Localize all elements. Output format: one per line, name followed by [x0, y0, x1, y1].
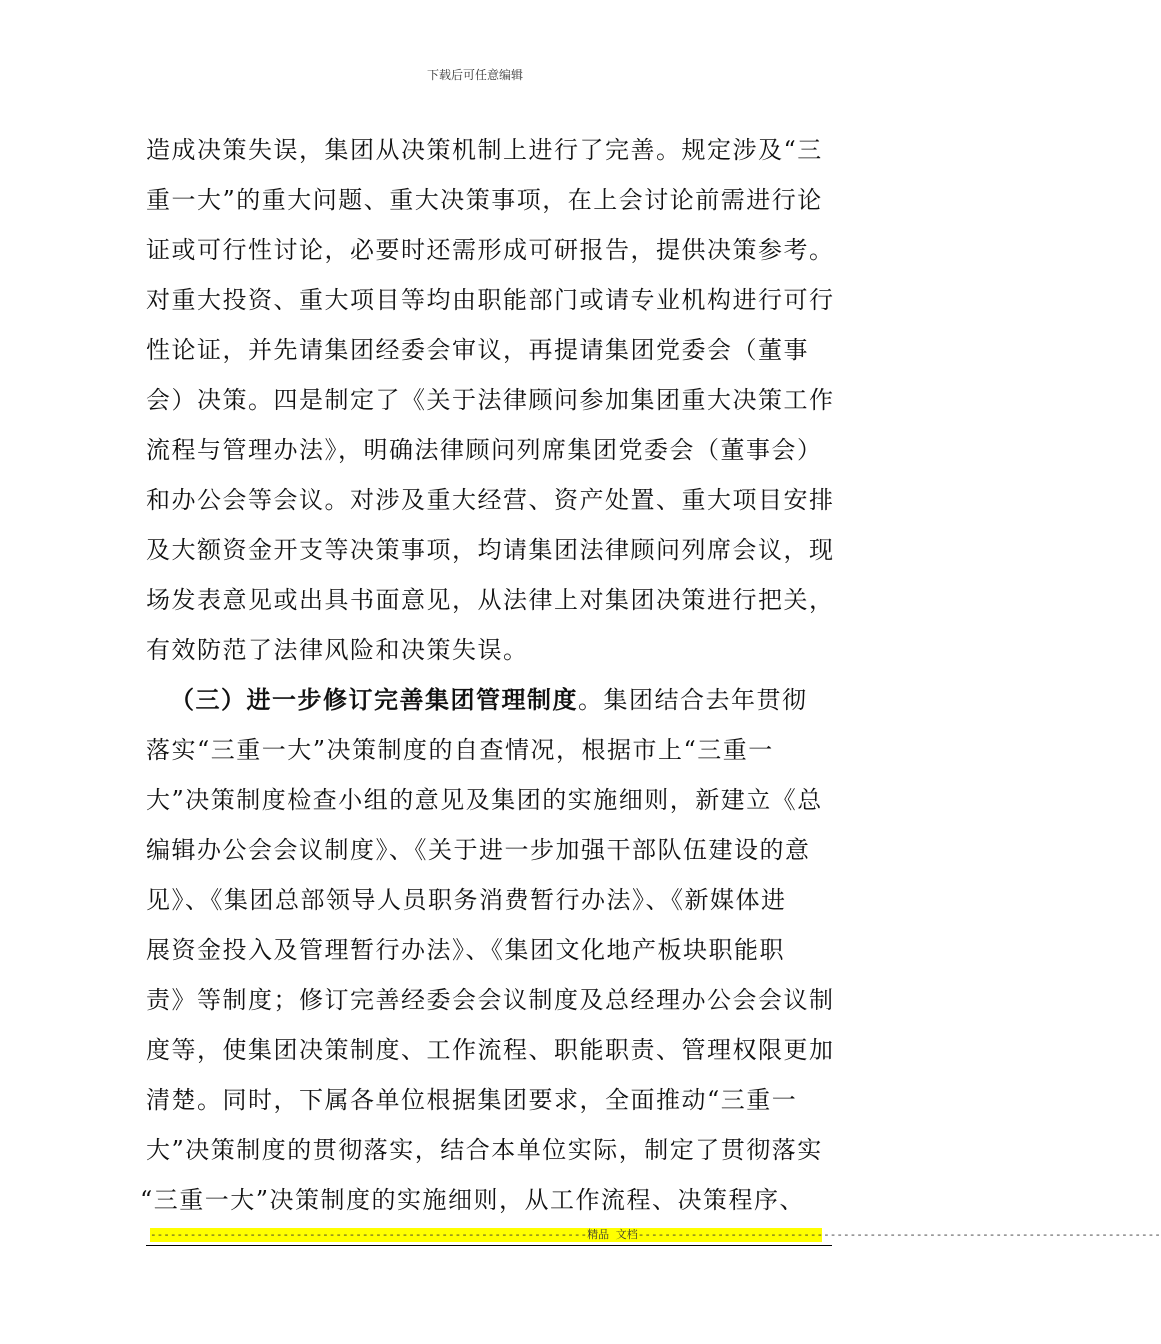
paragraph-line: 度等，使集团决策制度、工作流程、职能职责、管理权限更加 [146, 1036, 835, 1064]
paragraph-line: 对重大投资、重大项目等均由职能部门或请专业机构进行可行 [146, 286, 835, 314]
paragraph-first-line [170, 684, 860, 716]
footer-dashes-right: ------------------------------------------------------------------------------- [637, 1228, 1161, 1241]
footer-rule [146, 1245, 832, 1246]
paragraph-line: 大”决策制度检查小组的意见及集团的实施细则，新建立《总 [146, 786, 823, 814]
paragraph-line: 落实“三重一大”决策制度的自查情况，根据市上“三重一 [146, 736, 774, 764]
paragraph-line: 大”决策制度的贯彻落实，结合本单位实际，制定了贯彻落实 [146, 1136, 823, 1164]
paragraph-line: 及大额资金开支等决策事项，均请集团法律顾问列席会议，现 [146, 536, 835, 564]
paragraph-line: 责》等制度；修订完善经委会会议制度及总经理办公会会议制 [146, 986, 835, 1014]
paragraph-line: “三重一大”决策制度的实施细则，从工作流程、决策程序、 [140, 1186, 806, 1214]
paragraph-line: 有效防范了法律风险和决策失误。 [146, 636, 529, 664]
paragraph-line: 和办公会等会议。对涉及重大经营、资产处置、重大项目安排 [146, 486, 835, 514]
paragraph-line: 清楚。同时，下属各单位根据集团要求，全面推动“三重一 [146, 1086, 798, 1114]
paragraph-line: 见》、《集团总部领导人员职务消费暂行办法》、《新媒体进 [146, 886, 787, 914]
paragraph-line: 会）决策。四是制定了《关于法律顾问参加集团重大决策工作 [146, 386, 835, 414]
paragraph-line: 造成决策失误，集团从决策机制上进行了完善。规定涉及“三 [146, 136, 823, 164]
paragraph-line: 证或可行性讨论，必要时还需形成可研报告，提供决策参考。 [146, 236, 835, 264]
footer-label: 精品 文档 [587, 1228, 638, 1241]
section-heading: （三）进一步修订完善集团管理制度 [170, 686, 578, 714]
section-lead-text: 。集团结合去年贯彻 [578, 686, 808, 714]
paragraph-line: 编辑办公会会议制度》、《关于进一步加强干部队伍建设的意 [146, 836, 811, 864]
paragraph-line: 流程与管理办法》，明确法律顾问列席集团党委会（董事会） [146, 436, 823, 464]
paragraph-line: 性论证，并先请集团经委会审议，再提请集团党委会（董事 [146, 336, 809, 364]
paragraph-line: 场发表意见或出具书面意见，从法律上对集团决策进行把关， [146, 586, 835, 614]
header-note: 下载后可任意编辑 [426, 68, 523, 82]
footer-band [150, 1228, 1161, 1242]
paragraph-line: 展资金投入及管理暂行办法》、《集团文化地产板块职能职 [146, 936, 785, 964]
footer-dashes-left: ------------------------------------------------------------------ [150, 1228, 588, 1241]
paragraph-line: 重一大”的重大问题、重大决策事项，在上会讨论前需进行论 [146, 186, 823, 214]
